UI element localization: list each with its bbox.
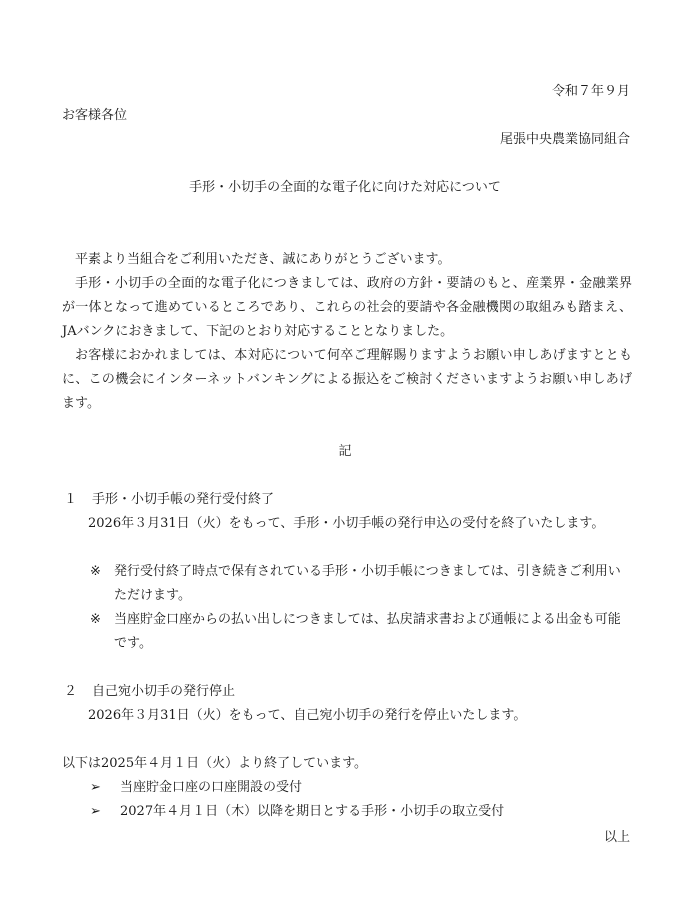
item-1-note-2 <box>90 608 633 656</box>
item-2-number: ２ <box>64 684 78 699</box>
item-2-body: 2026年３月31日（火）をもって、自己宛小切手の発行を停止いたします。 <box>88 708 527 723</box>
item-1-note-1 <box>90 560 633 608</box>
document-title: 手形・小切手の全面的な電子化に向けた対応について <box>189 180 501 195</box>
item-1-body: 2026年３月31日（火）をもって、手形・小切手帳の発行申込の受付を終了いたします。 <box>88 516 605 531</box>
note-mark: ※ <box>90 612 101 627</box>
sender-organization: 尾張中央農業協同組合 <box>499 132 630 147</box>
issue-date: 令和７年９月 <box>551 84 630 99</box>
addressee: お客様各位 <box>62 108 128 123</box>
item-1-number: １ <box>64 492 78 507</box>
arrow-bullet-icon: ➢ <box>90 804 101 819</box>
arrow-bullet-icon: ➢ <box>90 780 101 795</box>
ended-services-lead: 以下は2025年４月１日（火）より終了しています。 <box>62 756 368 771</box>
item-1-title: 手形・小切手帳の発行受付終了 <box>92 492 275 507</box>
bullet-text: 当座貯金口座の口座開設の受付 <box>120 780 303 795</box>
intro-paragraph-2: 手形・小切手の全面的な電子化につきましては、政府の方針・要請のもと、産業界・金融業界が一体となって進めているところであり、これらの社会的要請や各金融機関の取組みも踏まえ、JAバンクにおきまして、下記のとおり対応することとなりました。 <box>62 276 632 339</box>
ended-bullet-1 <box>90 776 302 800</box>
note-mark: ※ <box>90 564 101 579</box>
bullet-text: 2027年４月１日（木）以降を期日とする手形・小切手の取立受付 <box>120 804 505 819</box>
intro-paragraph-3: お客様におかれましては、本対応について何卒ご理解賜りますようお願い申しあげますとともに、この機会にインターネットバンキングによる振込をご検討くださいますようお願い申しあげます。 <box>62 348 632 411</box>
note-text: 発行受付終了時点で保有されている手形・小切手帳につきましては、引き続きご利用いただけます。 <box>114 564 621 603</box>
ended-bullet-2 <box>90 800 504 824</box>
intro-paragraph-1: 平素より当組合をご利用いただき、誠にありがとうございます。 <box>75 252 451 267</box>
closing-mark: 以上 <box>603 830 630 845</box>
item-2-title: 自己宛小切手の発行停止 <box>92 684 236 699</box>
ki-heading: 記 <box>338 444 352 459</box>
note-text: 当座貯金口座からの払い出しにつきましては、払戻請求書および通帳による出金も可能です。 <box>114 612 621 651</box>
